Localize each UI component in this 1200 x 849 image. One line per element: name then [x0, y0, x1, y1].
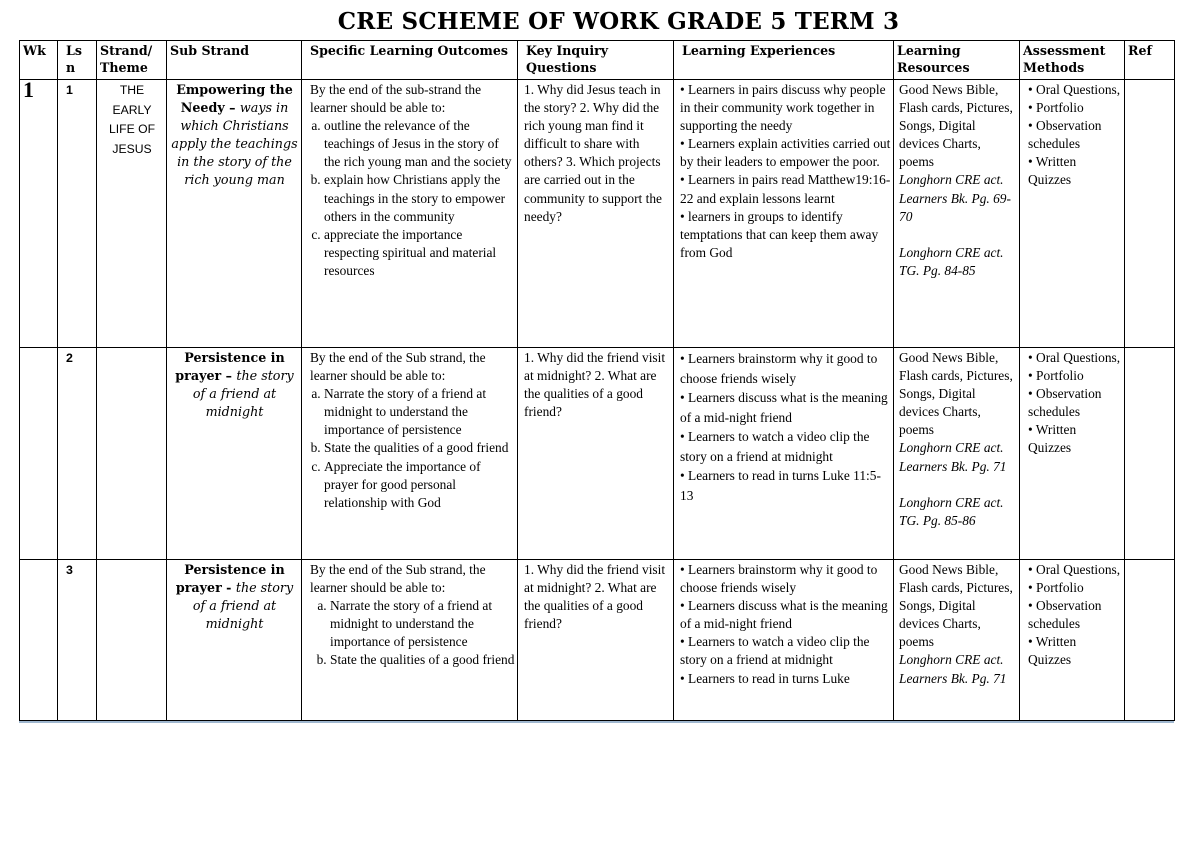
- list-item: • Oral Questions,: [1028, 81, 1122, 99]
- experiences-cell: [674, 80, 894, 348]
- table-row: [20, 80, 1175, 348]
- list-item: • Written Quizzes: [1028, 153, 1122, 189]
- list-item: • Learners to watch a video clip the story on a friend at midnight: [680, 427, 891, 466]
- table-row: [20, 348, 1175, 560]
- inquiry-cell: 1. Why did the friend visit at midnight? 2. What are the qualities of a good friend?: [518, 348, 674, 560]
- list-item: • learners in groups to identify temptations that can keep them away from God: [680, 208, 891, 262]
- list-item: • Learners to watch a video clip the story on a friend at midnight: [680, 633, 891, 669]
- header-experiences: Learning Experiences: [674, 41, 894, 80]
- resources-cell: [894, 560, 1020, 721]
- ref-cell: [1125, 80, 1175, 348]
- list-item: a. Narrate the story of a friend at midnight to understand the importance of persistence: [324, 385, 515, 439]
- list-item: • Observation schedules: [1028, 385, 1122, 421]
- lesson-cell: 3: [58, 560, 97, 721]
- header-outcomes: Specific Learning Outcomes: [302, 41, 518, 80]
- outcomes-list: [302, 117, 516, 280]
- header-row: [20, 41, 1175, 80]
- list-item: • Observation schedules: [1028, 117, 1122, 153]
- resources-learners-book: Longhorn CRE act. Learners Bk. Pg. 71: [899, 652, 1007, 686]
- resources-learners-book: Longhorn CRE act. Learners Bk. Pg. 69-70: [899, 172, 1011, 224]
- resources-text: Good News Bible, Flash cards, Pictures, Songs, Digital devices Charts, poems: [899, 350, 1013, 438]
- resources-cell: [894, 348, 1020, 560]
- outcomes-cell: [302, 348, 518, 560]
- list-item: b. explain how Christians apply the teachings in the story to empower others in the community: [324, 171, 515, 225]
- header-wk: Wk: [20, 41, 58, 80]
- sub-strand-desc: ways in which Christians apply the teachings in the story of the rich young man: [171, 100, 298, 188]
- outcomes-list: [302, 385, 516, 512]
- resources-text: Good News Bible, Flash cards, Pictures, Songs, Digital devices Charts, poems: [899, 82, 1013, 170]
- table-row: [20, 560, 1175, 721]
- resources-learners-book: Longhorn CRE act. Learners Bk. Pg. 71: [899, 440, 1007, 474]
- page-title: CRE SCHEME OF WORK GRADE 5 TERM 3: [337, 8, 900, 35]
- list-item: c. appreciate the importance respecting spiritual and material resources: [324, 226, 515, 280]
- outcomes-cell: [302, 560, 518, 721]
- lesson-cell: 2: [58, 348, 97, 560]
- resources-teachers-guide: Longhorn CRE act. TG. Pg. 85-86: [899, 494, 1004, 528]
- outcomes-intro: By the end of the sub-strand the learner should be able to:: [310, 82, 482, 116]
- week-cell: [20, 560, 58, 721]
- lesson-cell: 1: [58, 80, 97, 348]
- sub-strand-title: Persistence in prayer –: [175, 350, 285, 384]
- outcomes-cell: [302, 80, 518, 348]
- list-item: • Learners explain activities carried out by their leaders to empower the poor.: [680, 135, 891, 171]
- outcomes-intro: By the end of the Sub strand, the learner should be able to:: [310, 562, 486, 596]
- list-item: a. outline the relevance of the teachings of Jesus in the story of the rich young man and the society: [324, 117, 515, 171]
- header-resources: Learning Resources: [894, 41, 1020, 80]
- list-item: • Learners discuss what is the meaning of a mid-night friend: [680, 597, 891, 633]
- list-item: • Written Quizzes: [1028, 421, 1122, 457]
- sub-strand-cell: [167, 348, 302, 560]
- list-item: • Learners to read in turns Luke 11:5-13: [680, 466, 891, 505]
- theme-cell: [97, 560, 167, 721]
- theme-cell: THE EARLY LIFE OF JESUS: [97, 80, 167, 348]
- list-item: • Learners in pairs read Matthew19:16-22 and explain lessons learnt: [680, 171, 891, 207]
- list-item: • Learners brainstorm why it good to choose friends wisely: [680, 561, 891, 597]
- list-item: b. State the qualities of a good friend: [324, 439, 515, 457]
- list-item: • Written Quizzes: [1028, 633, 1122, 669]
- resources-cell: [894, 80, 1020, 348]
- week-cell: [20, 348, 58, 560]
- sub-strand-desc: the story of a friend at midnight: [192, 368, 294, 420]
- ref-cell: [1125, 348, 1175, 560]
- list-item: • Portfolio: [1028, 99, 1122, 117]
- ref-cell: [1125, 560, 1175, 721]
- inquiry-cell: 1. Why did the friend visit at midnight? 2. What are the qualities of a good friend?: [518, 560, 674, 721]
- page-break-line: [19, 721, 1174, 723]
- header-assessment: Assessment Methods: [1020, 41, 1125, 80]
- week-cell: 1: [20, 80, 58, 348]
- list-item: • Portfolio: [1028, 367, 1122, 385]
- header-strand: Strand/ Theme: [97, 41, 167, 80]
- header-sub-strand: Sub Strand: [167, 41, 302, 80]
- experiences-cell: [674, 348, 894, 560]
- outcomes-list: [305, 597, 515, 669]
- assessment-cell: [1020, 80, 1125, 348]
- assessment-cell: [1020, 560, 1125, 721]
- header-ref: Ref: [1125, 41, 1175, 80]
- scheme-of-work-table: [19, 40, 1175, 721]
- list-item: • Oral Questions,: [1028, 349, 1122, 367]
- list-item: • Oral Questions,: [1028, 561, 1122, 579]
- sub-strand-cell: [167, 80, 302, 348]
- header-inquiry: Key Inquiry Questions: [518, 41, 674, 80]
- list-item: a. Narrate the story of a friend at midnight to understand the importance of persistence: [330, 597, 515, 651]
- list-item: c. Appreciate the importance of prayer for good personal relationship with God: [324, 458, 515, 512]
- list-item: b. State the qualities of a good friend: [330, 651, 515, 669]
- list-item: • Learners in pairs discuss why people in their community work together in supporting the needy: [680, 81, 891, 135]
- list-item: • Learners brainstorm why it good to choose friends wisely: [680, 349, 891, 388]
- sub-strand-title: Empowering the Needy –: [176, 82, 293, 116]
- theme-cell: [97, 348, 167, 560]
- outcomes-intro: By the end of the Sub strand, the learner should be able to:: [310, 350, 486, 384]
- list-item: • Portfolio: [1028, 579, 1122, 597]
- assessment-cell: [1020, 348, 1125, 560]
- sub-strand-title: Persistence in prayer -: [175, 562, 285, 596]
- list-item: • Learners discuss what is the meaning of a mid-night friend: [680, 388, 891, 427]
- inquiry-cell: 1. Why did Jesus teach in the story? 2. Why did the rich young man find it difficult to share with others? 3. Which projects are carried out in the community to support the needy?: [518, 80, 674, 348]
- list-item: • Observation schedules: [1028, 597, 1122, 633]
- list-item: • Learners to read in turns Luke: [680, 670, 891, 688]
- header-ls: Ls n: [58, 41, 97, 80]
- sub-strand-desc: the story of a friend at midnight: [192, 580, 294, 632]
- resources-text: Good News Bible, Flash cards, Pictures, Songs, Digital devices Charts, poems: [899, 562, 1013, 650]
- resources-teachers-guide: Longhorn CRE act. TG. Pg. 84-85: [899, 244, 1004, 278]
- sub-strand-cell: [167, 560, 302, 721]
- experiences-cell: [674, 560, 894, 721]
